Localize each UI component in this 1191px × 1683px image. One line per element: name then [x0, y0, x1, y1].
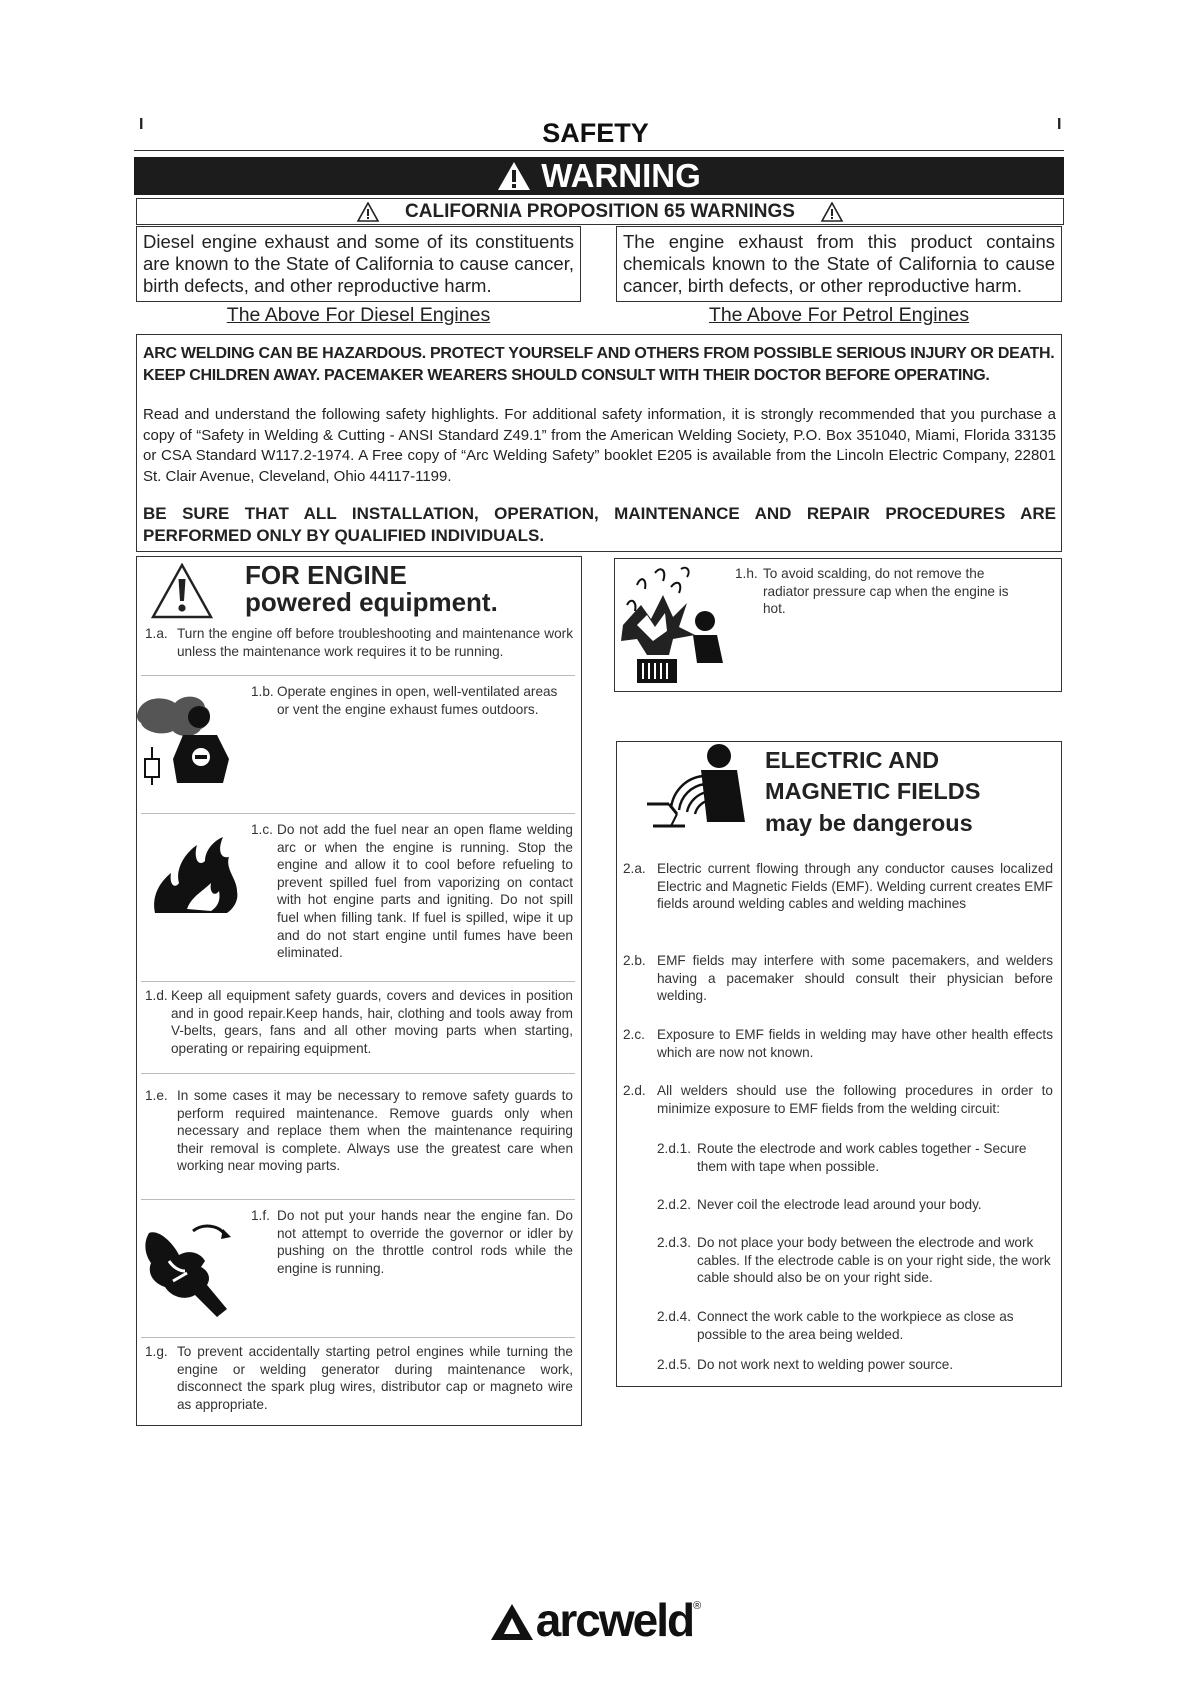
brand-logo — [0, 1594, 1191, 1646]
item-number: 2.d.2. — [657, 1197, 692, 1212]
arc-welding-intro-box — [136, 334, 1062, 552]
page-title: SAFETY — [542, 118, 649, 148]
item-number: 2.a. — [623, 861, 646, 876]
hand-fan-icon — [139, 1221, 239, 1319]
divider — [141, 1199, 575, 1200]
divider — [141, 1337, 575, 1338]
item-number: 1.b. — [251, 684, 274, 699]
item-number: 2.c. — [623, 1027, 645, 1042]
caution-triangle-icon — [357, 202, 379, 222]
flame-icon — [151, 835, 241, 915]
item-text: Exposure to EMF fields in welding may have other health effects which are now not known. — [657, 1027, 1053, 1060]
item-number: 1.f. — [251, 1208, 270, 1223]
item-number: 1.a. — [145, 626, 168, 641]
item-text: Connect the work cable to the workpiece as close as possible to the area being welded. — [697, 1309, 1014, 1342]
item-number: 2.d. — [623, 1083, 646, 1098]
emf-title-line-2: MAGNETIC FIELDS — [765, 778, 981, 804]
item-text: Keep all equipment safety guards, covers and devices in position and in good repair.Keep hands, hair, clothing and tools away from V-belts, gears, fans and all other moving parts when starting, operating or repairing equipment. — [171, 988, 573, 1056]
item-text: Route the electrode and work cables together - Secure them with tape when possible. — [697, 1141, 1027, 1174]
item-number: 2.d.3. — [657, 1235, 692, 1250]
prop65-heading-text: CALIFORNIA PROPOSITION 65 WARNINGS — [405, 200, 795, 222]
scalding-radiator-icon — [617, 565, 727, 687]
divider — [141, 981, 575, 982]
title-divider — [134, 150, 1064, 151]
warning-label: WARNING — [541, 157, 701, 194]
prop65-petrol-box: The engine exhaust from this product contains chemicals known to the State of California to cause cancer, birth defects, or other reproductive harm. — [616, 226, 1062, 302]
warning-triangle-icon — [497, 161, 531, 191]
arcweld-logo-icon — [490, 1602, 534, 1642]
brand-name: arcweld — [535, 1594, 694, 1646]
divider — [141, 1073, 575, 1074]
item-text: Do not work next to welding power source. — [697, 1357, 954, 1372]
item-text: Do not place your body between the electrode and work cables. If the electrode cable is on your right side, the work cable should also be on your right side. — [697, 1235, 1051, 1286]
radiator-safety-panel — [614, 558, 1062, 692]
engine-safety-panel — [136, 556, 582, 1426]
item-number: 1.g. — [145, 1344, 168, 1359]
registered-mark: ® — [693, 1600, 702, 1612]
prop65-diesel-box: Diesel engine exhaust and some of its constituents are known to the State of California to cause cancer, birth defects, and other reproductive harm. — [136, 226, 581, 302]
prop65-heading — [136, 198, 1064, 225]
item-text: In some cases it may be necessary to remove safety guards to perform required maintenance. Remove guards only when necessary and replace them when the maintenance requiring their removal is complete. Always use the greatest care when working near moving parts. — [177, 1088, 573, 1174]
item-text: All welders should use the following procedures in order to minimize exposure to EMF fields from the welding circuit: — [657, 1083, 1053, 1116]
divider — [141, 813, 575, 814]
item-text: Do not put your hands near the engine fan. Do not attempt to override the governor or idler by pushing on the throttle control rods while the engine is running. — [277, 1208, 573, 1276]
electromagnetic-welder-icon — [645, 742, 755, 834]
warning-banner — [134, 157, 1064, 195]
item-number: 1.d. — [145, 988, 168, 1003]
item-text: Do not add the fuel near an open flame welding arc or when the engine is running. Stop the engine and allow it to cool before refueling to prevent spilled fuel from vaporizing on contact with hot engine parts and igniting. Do not spill fuel when filling tank. If fuel is spilled, wipe it up and do not start engine until fumes have been eliminated. — [277, 822, 573, 961]
exhaust-fumes-icon — [137, 685, 243, 785]
emf-safety-panel — [616, 741, 1062, 1387]
item-text: Electric current flowing through any conductor causes localized Electric and Magnetic Fields (EMF). Welding current creates EMF fields around welding cables and welding machines — [657, 861, 1053, 912]
item-number: 1.e. — [145, 1088, 168, 1103]
item-number: 1.h. — [735, 566, 758, 581]
item-text: Never coil the electrode lead around your body. — [697, 1197, 982, 1212]
item-number: 2.d.4. — [657, 1309, 692, 1324]
hazard-line-2: KEEP CHILDREN AWAY. PACEMAKER WEARERS SHOULD CONSULT WITH THEIR DOCTOR BEFORE OPERATING. — [143, 367, 990, 384]
engine-title: FOR ENGINE — [245, 560, 407, 590]
engine-subtitle: powered equipment. — [245, 587, 498, 617]
read-and-understand-text: Read and understand the following safety highlights. For additional safety information, it is strongly recommended that you purchase a copy of “Safety in Welding & Cutting - ANSI Standard Z49.1” from the American Welding Society, P.O. Box 351040, Miami, Florida 33135 or CSA Standard W117.2-1974. A Free copy of “Arc Welding Safety” booklet E205 is available from the Lincoln Electric Company, 22801 St. Clair Avenue, Cleveland, Ohio 44117-1199. — [143, 406, 1056, 485]
item-number: 2.b. — [623, 953, 646, 968]
item-text: To prevent accidentally starting petrol engines while turning the engine or welding generator during maintenance work, disconnect the spark plug wires, distributor cap or magneto wire as appropriate. — [177, 1344, 573, 1412]
hazard-triangle-icon — [151, 563, 213, 619]
emf-title-line-1: ELECTRIC AND — [765, 747, 940, 773]
corner-mark-right: I — [1057, 116, 1062, 133]
item-number: 2.d.1. — [657, 1141, 692, 1156]
item-number: 2.d.5. — [657, 1357, 692, 1372]
corner-mark-left: I — [139, 116, 144, 133]
item-text: Turn the engine off before troubleshooting and maintenance work unless the maintenance work requires it to be running. — [177, 626, 573, 659]
item-number: 1.c. — [251, 822, 273, 837]
divider — [141, 675, 575, 676]
caution-triangle-icon — [821, 202, 843, 222]
item-text: To avoid scalding, do not remove the radiator pressure cap when the engine is hot. — [763, 566, 1009, 617]
petrol-caption: The Above For Petrol Engines — [708, 304, 970, 326]
item-text: Operate engines in open, well-ventilated areas or vent the engine exhaust fumes outdoors. — [277, 684, 558, 717]
item-text: EMF fields may interfere with some pacemakers, and welders having a pacemaker should consult their physician before welding. — [657, 953, 1053, 1004]
diesel-caption: The Above For Diesel Engines — [226, 304, 491, 326]
qualified-individuals-text: BE SURE THAT ALL INSTALLATION, OPERATION, MAINTENANCE AND REPAIR PROCEDURES ARE PERFORMED ONLY BY QUALIFIED INDIVIDUALS. — [143, 504, 1056, 545]
hazard-line-1: ARC WELDING CAN BE HAZARDOUS. PROTECT YOURSELF AND OTHERS FROM POSSIBLE SERIOUS INJURY OR DEATH. — [143, 345, 1055, 362]
emf-title-line-3: may be dangerous — [765, 810, 973, 836]
